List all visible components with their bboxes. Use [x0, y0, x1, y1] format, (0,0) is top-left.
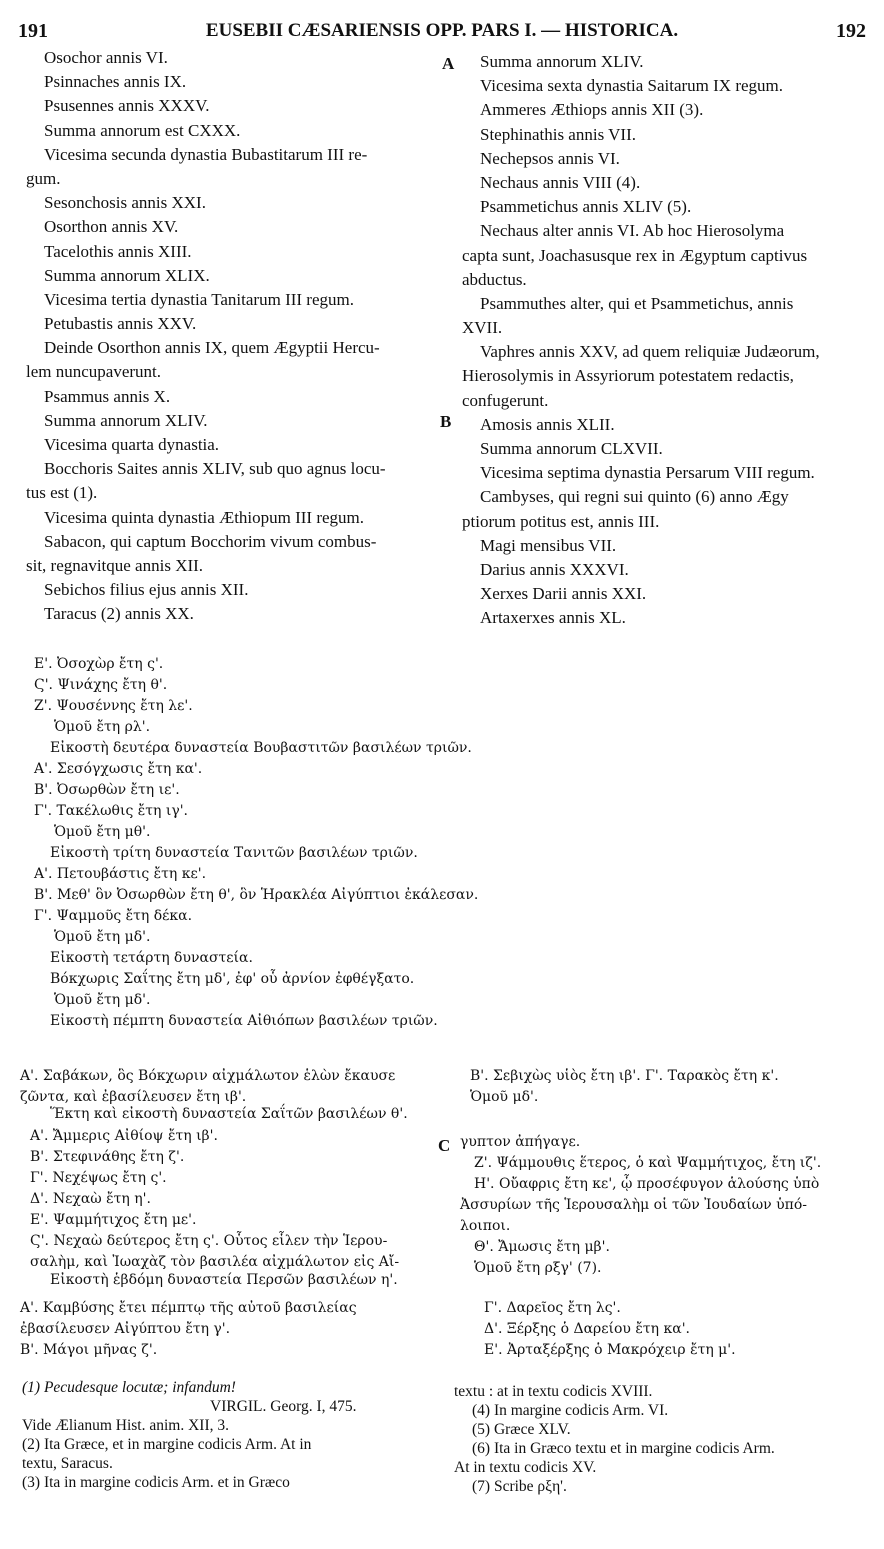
greek-line: Ζ'. Ψάμμουθις ἕτερος, ὁ καὶ Ψαμμήτιχος, ἔτη ιζ'.: [474, 1155, 822, 1171]
greek-line: Α'. Καμβύσης ἔτει πέμπτῳ τῆς αὐτοῦ βασιλείας: [20, 1300, 357, 1316]
page-number-right: 192: [836, 20, 866, 42]
greek-line: Βόκχωρις Σαΐτης ἔτη μδ', ἐφ' οὗ ἀρνίον ἐφθέγξατο.: [50, 971, 415, 987]
latin-line: Petubastis annis XXV.: [44, 314, 197, 334]
footnote-line: (4) In margine codicis Arm. VI.: [472, 1402, 669, 1419]
greek-line: Β'. Μάγοι μῆνας ζ'.: [20, 1342, 158, 1358]
latin-line: Vicesima tertia dynastia Tanitarum III regum.: [44, 289, 354, 309]
latin-line: ptiorum potitus est, annis III.: [462, 511, 660, 531]
latin-line: Osochor annis VI.: [44, 48, 168, 67]
latin-column-left: [26, 46, 436, 627]
greek-line: Δ'. Νεχαὼ ἔτη η'.: [30, 1191, 151, 1207]
latin-line: XVII.: [462, 318, 503, 338]
margin-letter-c: C: [438, 1136, 451, 1155]
latin-line: Psammetichus annis XLIV (5).: [480, 197, 692, 217]
greek-block-dyn27-right: [470, 1298, 875, 1361]
latin-line: Vicesima sexta dynastia Saitarum IX regum.: [480, 76, 784, 96]
greek-block-dyn27-left: [20, 1298, 460, 1361]
page-header: [10, 20, 874, 48]
greek-block-dyn25-right: [470, 1066, 875, 1108]
footnotes-right: [454, 1382, 879, 1496]
greek-line: Γ'. Δαρεῖος ἔτη λς'.: [484, 1300, 621, 1316]
greek-line: Εἰκοστὴ τρίτη δυναστεία Τανιτῶν βασιλέων τριῶν.: [50, 845, 418, 861]
greek-line: ζῶντα, καὶ ἐβασίλευσεν ἔτη ιβ'.: [20, 1089, 247, 1105]
latin-line: capta sunt, Joachasusque rex in Ægyptum captivus: [462, 245, 808, 265]
latin-line: Darius annis XXXVI.: [480, 559, 629, 579]
greek-line: Η'. Οὔαφρις ἔτη κε', ᾧ προσέφυγον ἁλούσης ὑπὸ: [474, 1176, 820, 1192]
greek-line: Ζ'. Ψουσέννης ἔτη λε'.: [34, 698, 193, 714]
greek-line: Α'. Σαβάκων, ὃς Βόκχωριν αἰχμάλωτον ἑλὼν ἔκαυσε: [20, 1068, 396, 1084]
footnote-line: VIRGIL. Georg. I, 475.: [210, 1398, 357, 1415]
latin-line: Magi mensibus VII.: [480, 535, 617, 555]
latin-line: Ammeres Æthiops annis XII (3).: [480, 100, 704, 120]
greek-block-dyn26-right: [460, 1132, 875, 1279]
latin-line: sit, regnavitque annis XII.: [26, 555, 204, 575]
greek-line: Θ'. Ἄμωσις ἔτη μβ'.: [474, 1239, 610, 1255]
greek-line: γυπτον ἀπήγαγε.: [460, 1134, 581, 1150]
greek-line: Γ'. Τακέλωθις ἔτη ιγ'.: [34, 803, 189, 819]
latin-line: Summa annorum CLXVII.: [480, 439, 663, 458]
greek-title-dyn27: Εἰκοστὴ ἑβδόμη δυναστεία Περσῶν βασιλέων η'.: [50, 1272, 398, 1288]
latin-line: Psammuthes alter, qui et Psammetichus, annis: [480, 293, 794, 313]
greek-block-dyn25-left: [20, 1066, 460, 1108]
latin-line: Taracus (2) annis XX.: [44, 604, 194, 624]
latin-line: Osorthon annis XV.: [44, 217, 179, 237]
greek-line: Β'. Στεφινάθης ἔτη ζ'.: [30, 1149, 185, 1165]
latin-line: Summa annorum XLIX.: [44, 265, 210, 285]
greek-line: Ε'. Ὀσοχὼρ ἔτη ς'.: [34, 656, 164, 672]
footnote-line: (3) Ita in margine codicis Arm. et in Græco: [22, 1474, 290, 1491]
latin-line: Summa annorum est CXXX.: [44, 120, 241, 140]
footnote-line: (7) Scribe ρξη'.: [472, 1478, 567, 1495]
footnote-line: At in textu codicis XV.: [454, 1459, 597, 1476]
margin-letter-b: B: [440, 412, 452, 431]
latin-line: Vicesima quarta dynastia.: [44, 435, 220, 454]
latin-line: gum.: [26, 168, 61, 188]
greek-line: Εἰκοστὴ δευτέρα δυναστεία Βουβαστιτῶν βασιλέων τριῶν.: [50, 740, 472, 756]
greek-block-dyn26-left: [30, 1126, 450, 1273]
footnote-line: (1) Pecudesque locutæ; infandum!: [22, 1379, 236, 1396]
greek-line: Ὁμοῦ μδ'.: [470, 1089, 539, 1105]
latin-line: Psinnaches annis IX.: [44, 72, 187, 92]
latin-line: confugerunt.: [462, 390, 549, 410]
latin-line: Vaphres annis XXV, ad quem reliquiæ Judæorum,: [480, 342, 820, 362]
latin-line: Cambyses, qui regni sui quinto (6) anno Ægy: [480, 487, 789, 507]
latin-line: Psusennes annis XXXV.: [44, 96, 210, 116]
greek-line: Α'. Πετουβάστις ἔτη κε'.: [34, 866, 207, 882]
greek-line: Ὁμοῦ ἔτη μθ'.: [54, 824, 151, 840]
footnote-line: (6) Ita in Græco textu et in margine codicis Arm.: [472, 1440, 775, 1457]
latin-line: Nechaus alter annis VI. Ab hoc Hierosolyma: [480, 221, 785, 241]
latin-line: Bocchoris Saites annis XLIV, sub quo agnus locu-: [44, 459, 386, 479]
latin-line: Vicesima secunda dynastia Bubastitarum III re-: [44, 144, 368, 164]
greek-line: ἐβασίλευσεν Αἰγύπτου ἔτη γ'.: [20, 1321, 231, 1337]
greek-line: σαλὴμ, καὶ Ἰωαχὰζ τὸν βασιλέα αἰχμάλωτον εἰς Αἴ-: [30, 1254, 400, 1270]
greek-line: Ὁμοῦ ἔτη μδ'.: [54, 929, 151, 945]
greek-line: Β'. Σεβιχὼς υἱὸς ἔτη ιβ'. Γ'. Ταρακὸς ἔτη κ'.: [470, 1068, 779, 1084]
margin-letter-a: A: [442, 54, 455, 73]
latin-line: Psammus annis X.: [44, 386, 171, 406]
greek-line: Ἀσσυρίων τῆς Ἱερουσαλὴμ οἱ τῶν Ἰουδαίων ὑπό-: [460, 1197, 808, 1213]
latin-column-right: [462, 50, 877, 631]
greek-line: Ὁμοῦ ἔτη μδ'.: [54, 992, 151, 1008]
running-title: EUSEBII CÆSARIENSIS OPP. PARS I. — HISTORICA.: [205, 20, 679, 41]
footnote-line: Vide Ælianum Hist. anim. XII, 3.: [22, 1417, 230, 1434]
latin-line: Vicesima quinta dynastia Æthiopum III regum.: [44, 507, 365, 527]
latin-line: abductus.: [462, 269, 527, 289]
latin-line: Nechaus annis VIII (4).: [480, 172, 641, 192]
page-number-left: 191: [18, 20, 48, 42]
latin-line: Sebichos filius ejus annis XII.: [44, 580, 249, 600]
greek-block-main: [34, 654, 554, 1032]
greek-title-dyn26: Ἕκτη καὶ εἰκοστὴ δυναστεία Σαΐτῶν βασιλέων θ'.: [50, 1106, 408, 1122]
footnote-line: textu, Saracus.: [22, 1455, 113, 1472]
greek-line: Γ'. Ψαμμοῦς ἔτη δέκα.: [34, 908, 193, 924]
greek-line: Εἰκοστὴ πέμπτη δυναστεία Αἰθιόπων βασιλέων τριῶν.: [50, 1013, 438, 1029]
latin-line: Tacelothis annis XIII.: [44, 241, 192, 261]
latin-line: Amosis annis XLII.: [480, 414, 615, 434]
footnote-line: textu : at in textu codicis XVIII.: [454, 1383, 653, 1400]
greek-line: Εἰκοστὴ τετάρτη δυναστεία.: [50, 950, 253, 966]
latin-line: Summa annorum XLIV.: [480, 52, 644, 71]
footnote-line: (2) Ita Græce, et in margine codicis Arm. At in: [22, 1436, 312, 1453]
greek-line: λοιποι.: [460, 1218, 511, 1234]
greek-line: Α'. Σεσόγχωσις ἔτη κα'.: [34, 761, 203, 777]
greek-line: Ε'. Ἀρταξέρξης ὁ Μακρόχειρ ἔτη μ'.: [484, 1342, 736, 1358]
greek-line: Ϛ'. Νεχαὼ δεύτερος ἔτη ς'. Οὗτος εἷλεν τὴν Ἱερου-: [30, 1233, 388, 1249]
latin-line: Xerxes Darii annis XXI.: [480, 584, 647, 604]
latin-line: Sesonchosis annis XXI.: [44, 193, 206, 213]
latin-line: Vicesima septima dynastia Persarum VIII regum.: [480, 463, 815, 483]
latin-line: Sabacon, qui captum Bocchorim vivum combus-: [44, 531, 377, 551]
greek-line: Ὁμοῦ ἔτη ρξγ' (7).: [474, 1260, 602, 1276]
greek-line: Α'. Ἄμμερις Αἰθίοψ ἔτη ιβ'.: [30, 1128, 218, 1144]
greek-line: Ε'. Ψαμμήτιχος ἔτη με'.: [30, 1212, 197, 1228]
latin-line: Summa annorum XLIV.: [44, 410, 208, 430]
greek-line: Β'. Ὀσωρθὼν ἔτη ιε'.: [34, 782, 180, 798]
greek-line: Β'. Μεθ' ὃν Ὀσωρθὼν ἔτη θ', ὃν Ἡρακλέα Αἰγύπτιοι ἐκάλεσαν.: [34, 887, 479, 903]
latin-line: Hierosolymis in Assyriorum potestatem redactis,: [462, 366, 794, 386]
greek-line: Δ'. Ξέρξης ὁ Δαρείου ἔτη κα'.: [484, 1321, 690, 1337]
footnote-line: (5) Græce XLV.: [472, 1421, 571, 1438]
latin-line: Deinde Osorthon annis IX, quem Ægyptii Hercu-: [44, 338, 380, 358]
greek-line: Ὁμοῦ ἔτη ρλ'.: [54, 719, 151, 735]
latin-line: Stephinathis annis VII.: [480, 124, 636, 144]
latin-line: tus est (1).: [26, 483, 98, 503]
latin-line: Nechepsos annis VI.: [480, 148, 620, 168]
latin-line: lem nuncupaverunt.: [26, 362, 162, 382]
footnotes-left: [22, 1378, 452, 1492]
greek-line: Γ'. Νεχέψως ἔτη ς'.: [30, 1170, 167, 1186]
greek-line: Ϛ'. Ψινάχης ἔτη θ'.: [34, 677, 168, 693]
latin-line: Artaxerxes annis XL.: [480, 608, 626, 628]
